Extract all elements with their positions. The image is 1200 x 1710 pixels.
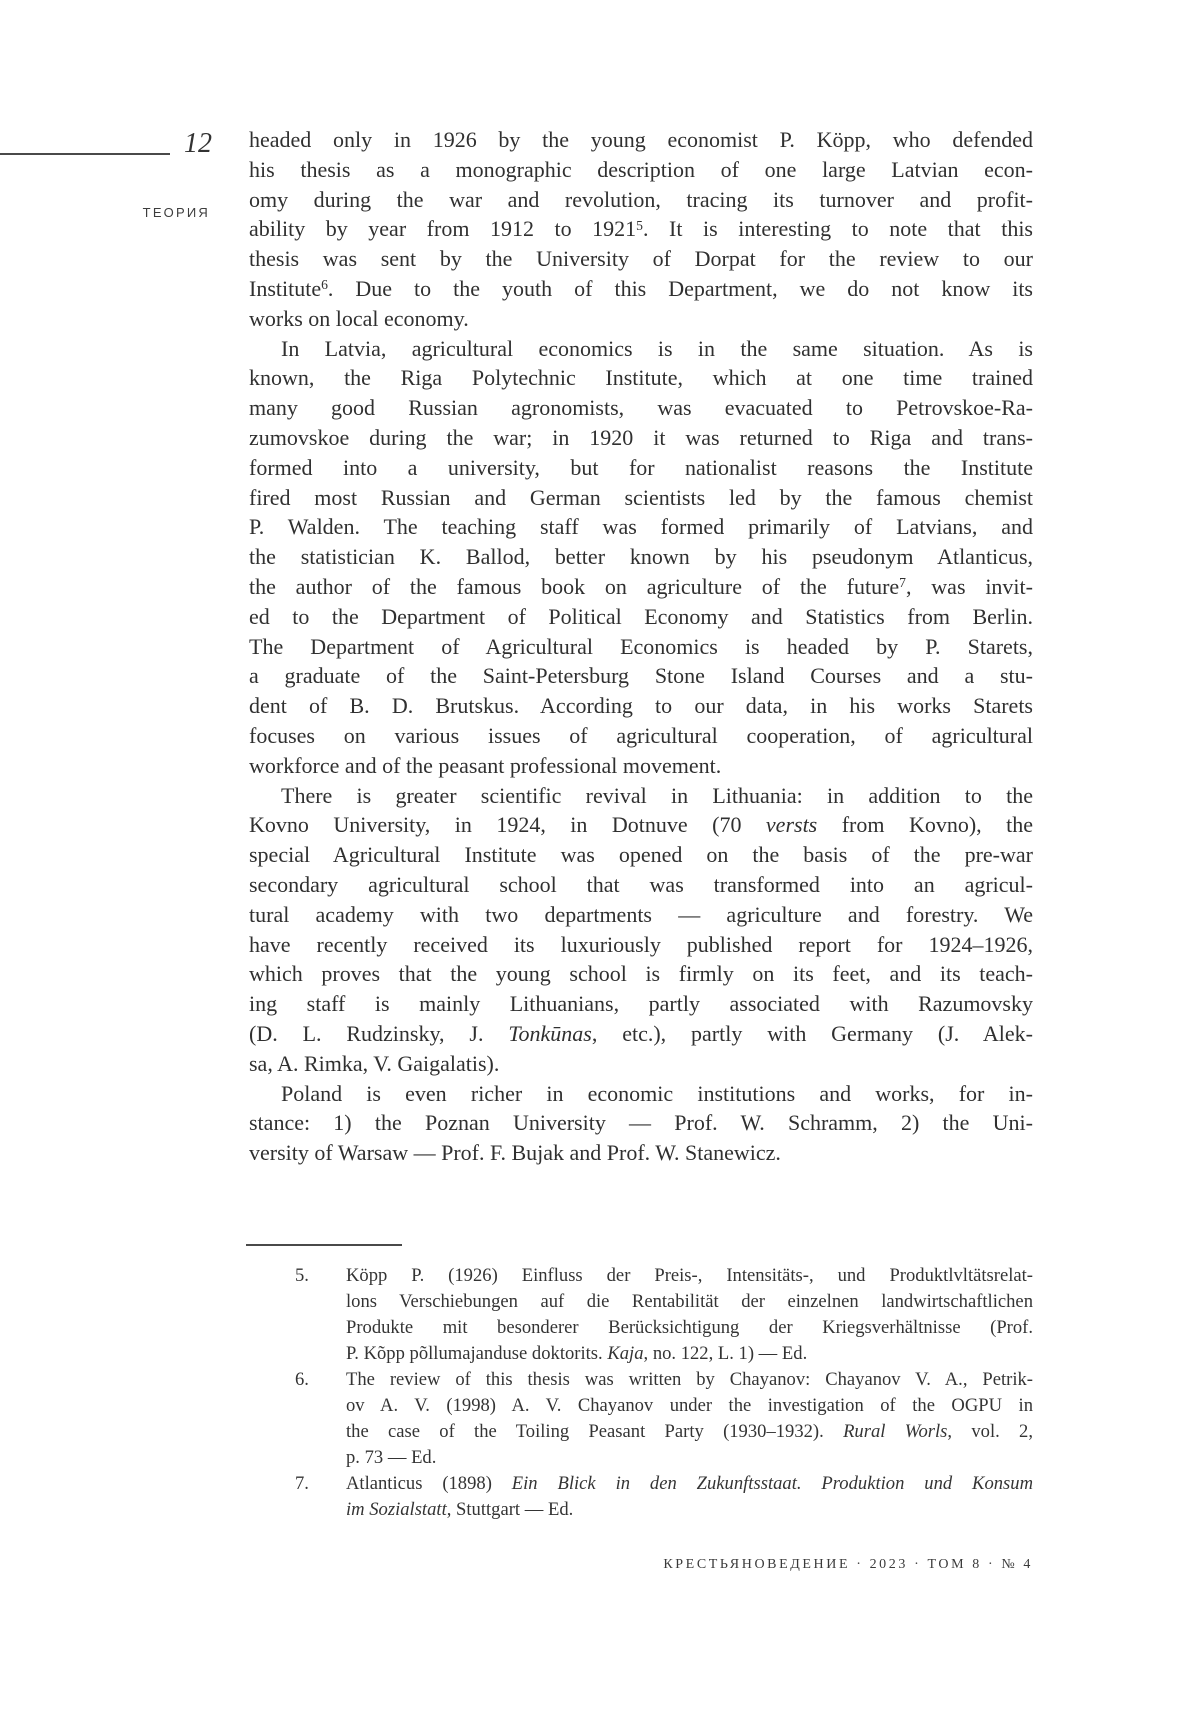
footnote-line: Produkte mit besonderer Berücksichtigung der Kriegsverhältnisse (Prof. bbox=[346, 1317, 1033, 1338]
text-line: In Latvia, agricultural economics is in the same situation. As is bbox=[281, 335, 1033, 361]
footnote-line: im Sozialstatt, Stuttgart — Ed. bbox=[346, 1499, 574, 1520]
body-text bbox=[249, 125, 1033, 1168]
footnote-line: ov A. V. (1998) A. V. Chayanov under the investigation of the OGPU in bbox=[346, 1395, 1033, 1416]
text-line: stance: 1) the Poznan University — Prof. W. Schramm, 2) the Uni- bbox=[249, 1110, 1033, 1136]
footnote-number: 7. bbox=[295, 1473, 309, 1494]
text-line: thesis was sent by the University of Dorpat for the review to our bbox=[249, 246, 1033, 272]
text-line: focuses on various issues of agricultural cooperation, of agricultural bbox=[249, 722, 1033, 748]
journal-footer: КРЕСТЬЯНОВЕДЕНИЕ · 2023 · ТОМ 8 · № 4 bbox=[663, 1557, 1033, 1572]
footnote-line: p. 73 — Ed. bbox=[346, 1447, 437, 1468]
footnote-number: 5. bbox=[295, 1265, 309, 1286]
text-line: Institute$^6$. Due to the youth of this Department, we do not know its bbox=[249, 275, 1033, 301]
footnote-line: lons Verschiebungen auf die Rentabilität der einzelnen landwirtschaftlichen bbox=[346, 1291, 1033, 1312]
text-line: tural academy with two departments — agriculture and forestry. We bbox=[249, 901, 1033, 927]
paragraph bbox=[249, 334, 1033, 781]
text-line: the author of the famous book on agriculture of the future$^7$, was invit- bbox=[249, 573, 1033, 599]
text-line: a graduate of the Saint-Petersburg Stone Island Courses and a stu- bbox=[249, 663, 1033, 689]
text-line: special Agricultural Institute was opened on the basis of the pre-war bbox=[249, 842, 1033, 868]
text-line: works on local economy. bbox=[249, 305, 469, 331]
text-line: P. Walden. The teaching staff was formed primarily of Latvians, and bbox=[249, 514, 1033, 540]
paragraph bbox=[249, 125, 1033, 334]
text-line: There is greater scientific revival in Lithuania: in addition to the bbox=[281, 782, 1033, 808]
footnote-list bbox=[249, 1263, 1033, 1523]
text-line: Kovno University, in 1924, in Dotnuve (70 versts from Kovno), the bbox=[249, 812, 1033, 838]
text-line: Poland is even richer in economic institutions and works, for in- bbox=[281, 1080, 1033, 1106]
text-line: which proves that the young school is firmly on its feet, and its teach- bbox=[249, 961, 1033, 987]
text-line: workforce and of the peasant professional movement. bbox=[249, 752, 722, 778]
text-line: have recently received its luxuriously published report for 1924–1926, bbox=[249, 931, 1033, 957]
text-line: the statistician K. Ballod, better known by his pseudonym Atlanticus, bbox=[249, 544, 1033, 570]
text-line: formed into a university, but for nationalist reasons the Institute bbox=[249, 454, 1033, 480]
text-line: his thesis as a monographic description of one large Latvian econ- bbox=[249, 156, 1033, 182]
text-line: (D. L. Rudzinsky, J. Tonkūnas, etc.), partly with Germany (J. Alek- bbox=[249, 1020, 1033, 1046]
text-line: secondary agricultural school that was transformed into an agricul- bbox=[249, 871, 1033, 897]
text-line: zumovskoe during the war; in 1920 it was returned to Riga and trans- bbox=[249, 424, 1033, 450]
footnote-line: the case of the Toiling Peasant Party (1930–1932). Rural Worls, vol. 2, bbox=[346, 1421, 1033, 1442]
footnote bbox=[249, 1471, 1033, 1523]
page-number: 12 bbox=[184, 128, 212, 159]
text-line: many good Russian agronomists, was evacuated to Petrovskoe-Ra- bbox=[249, 395, 1033, 421]
text-line: ed to the Department of Political Economy and Statistics from Berlin. bbox=[249, 603, 1033, 629]
text-line: headed only in 1926 by the young economist P. Köpp, who defended bbox=[249, 127, 1033, 152]
footnote-separator-rule bbox=[246, 1244, 402, 1246]
paragraph bbox=[249, 1079, 1033, 1168]
text-line: versity of Warsaw — Prof. F. Bujak and Prof. W. Stanewicz. bbox=[249, 1140, 781, 1166]
footnote-line: P. Kõpp põllumajanduse doktorits. Kaja, no. 122, L. 1) — Ed. bbox=[346, 1343, 808, 1364]
footnote-line: The review of this thesis was written by Chayanov: Chayanov V. A., Petrik- bbox=[346, 1369, 1033, 1390]
section-label: ТЕОРИЯ bbox=[142, 205, 210, 220]
text-line: dent of B. D. Brutskus. According to our data, in his works Starets bbox=[249, 693, 1033, 719]
footnote-line: Köpp P. (1926) Einfluss der Preis-, Intensitäts-, und Produktlvltätsrelat- bbox=[346, 1265, 1033, 1286]
text-line: ability by year from 1912 to 1921$^5$. It is interesting to note that this bbox=[249, 216, 1033, 242]
text-line: fired most Russian and German scientists led by the famous chemist bbox=[249, 484, 1033, 510]
paragraph bbox=[249, 781, 1033, 1079]
footnote bbox=[249, 1263, 1033, 1367]
footnote-number: 6. bbox=[295, 1369, 309, 1390]
text-line: omy during the war and revolution, tracing its turnover and profit- bbox=[249, 186, 1033, 212]
footnote bbox=[249, 1367, 1033, 1471]
text-line: sa, A. Rimka, V. Gaigalatis). bbox=[249, 1050, 500, 1076]
text-line: The Department of Agricultural Economics is headed by P. Starets, bbox=[249, 633, 1033, 659]
text-line: known, the Riga Polytechnic Institute, which at one time trained bbox=[249, 365, 1033, 391]
text-line: ing staff is mainly Lithuanians, partly associated with Razumovsky bbox=[249, 991, 1033, 1017]
footnote-line: Atlanticus (1898) Ein Blick in den Zukunftsstaat. Produktion und Konsum bbox=[346, 1473, 1033, 1494]
